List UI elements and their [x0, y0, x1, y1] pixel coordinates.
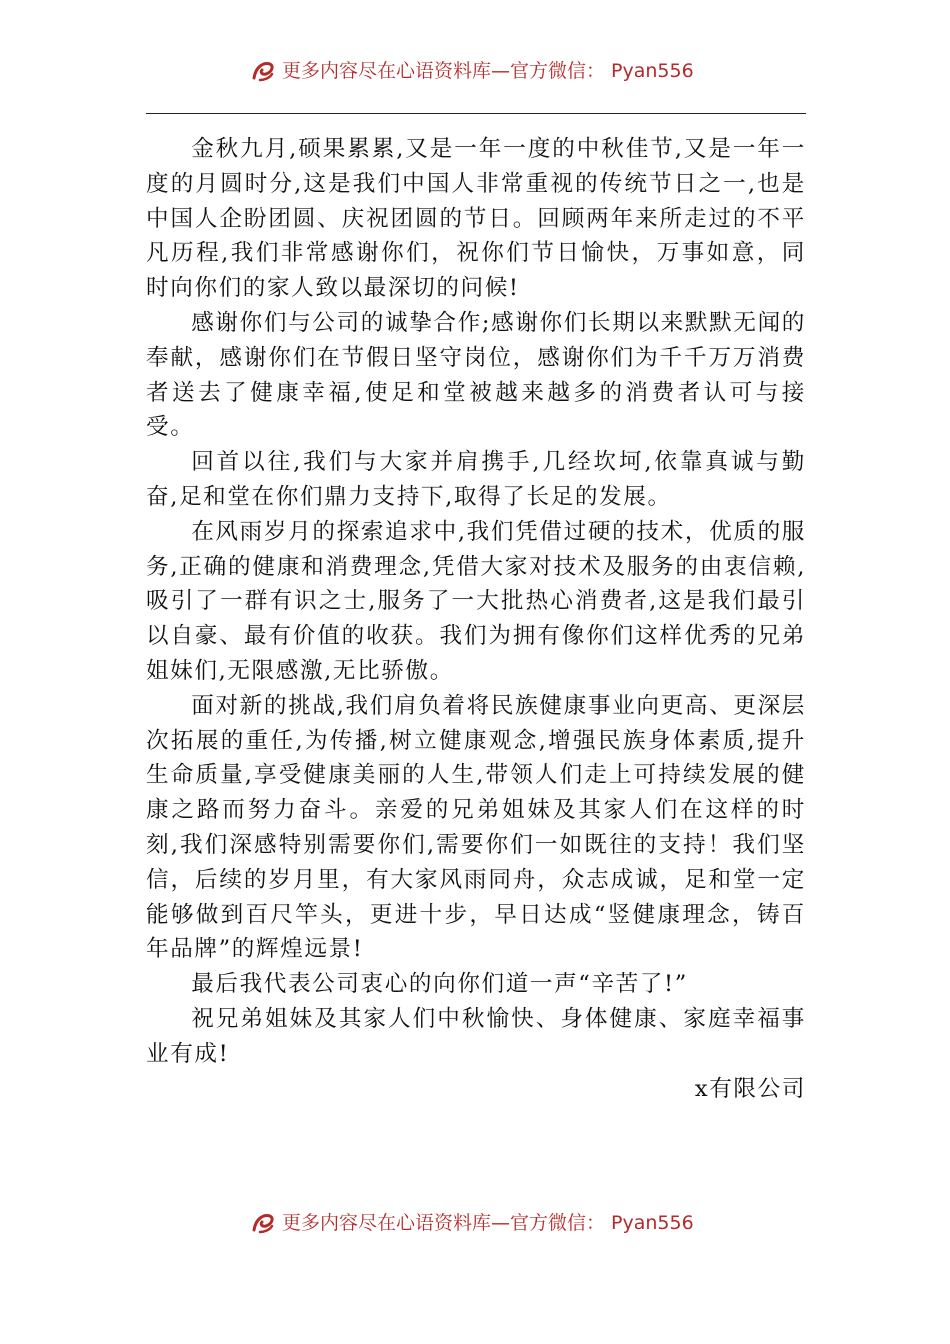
brand-logo-icon: [250, 58, 276, 84]
header-divider: [146, 113, 806, 114]
paragraph: 金秋九月,硕果累累,又是一年一度的中秋佳节,又是一年一度的月圆时分,这是我们中国人非常重视的传统节日之一,也是中国人企盼团圆、庆祝团圆的节日。回顾两年来所走过的不平凡历程,我们非常感谢你们，祝你们节日愉快，万事如意，同时向你们的家人致以最深切的问候!: [146, 136, 806, 302]
paragraph: 面对新的挑战,我们肩负着将民族健康事业向更高、更深层次拓展的重任,为传播,树立健康观念,增强民族身体素质,提升生命质量,享受健康美丽的人生,带领人们走上可持续发展的健康之路而努力奋斗。亲爱的兄弟姐妹及其家人们在这样的时刻,我们深感特别需要你们,需要你们一如既往的支持！我们坚信，后续的岁月里，有大家风雨同舟，众志成诚，足和堂一定能够做到百尺竿头，更进十步，早日达成“竖健康理念，铸百年品牌”的辉煌远景!: [146, 692, 806, 963]
brand-logo-icon: [250, 1210, 276, 1236]
header-watermark: [250, 54, 770, 88]
paragraph: 回首以往,我们与大家并肩携手,几经坎坷,依靠真诚与勤奋,足和堂在你们鼎力支持下,取得了长足的发展。: [146, 449, 806, 510]
paragraph: 在风雨岁月的探索追求中,我们凭借过硬的技术，优质的服务,正确的健康和消费理念,凭借大家对技术及服务的由衷信赖,吸引了一群有识之士,服务了一大批热心消费者,这是我们最引以自豪、最有价值的收获。我们为拥有像你们这样优秀的兄弟姐妹们,无限感激,无比骄傲。: [146, 518, 806, 684]
paragraph: 祝兄弟姐妹及其家人们中秋愉快、身体健康、家庭幸福事业有成!: [146, 1005, 806, 1067]
paragraph: 感谢你们与公司的诚挚合作;感谢你们长期以来默默无闻的奉献，感谢你们在节假日坚守岗位，感谢你们为千千万万消费者送去了健康幸福,使足和堂被越来越多的消费者认可与接受。: [146, 309, 806, 441]
company-signature: x有限公司: [694, 1075, 806, 1102]
paragraph: 最后我代表公司衷心的向你们道一声“辛苦了!”: [191, 971, 688, 998]
footer-watermark: [250, 1206, 770, 1240]
header-watermark-text: 更多内容尽在心语资料库—官方微信： Pyan556: [282, 60, 694, 82]
footer-watermark-text: 更多内容尽在心语资料库—官方微信： Pyan556: [282, 1212, 694, 1234]
letter-body: [146, 132, 806, 1106]
